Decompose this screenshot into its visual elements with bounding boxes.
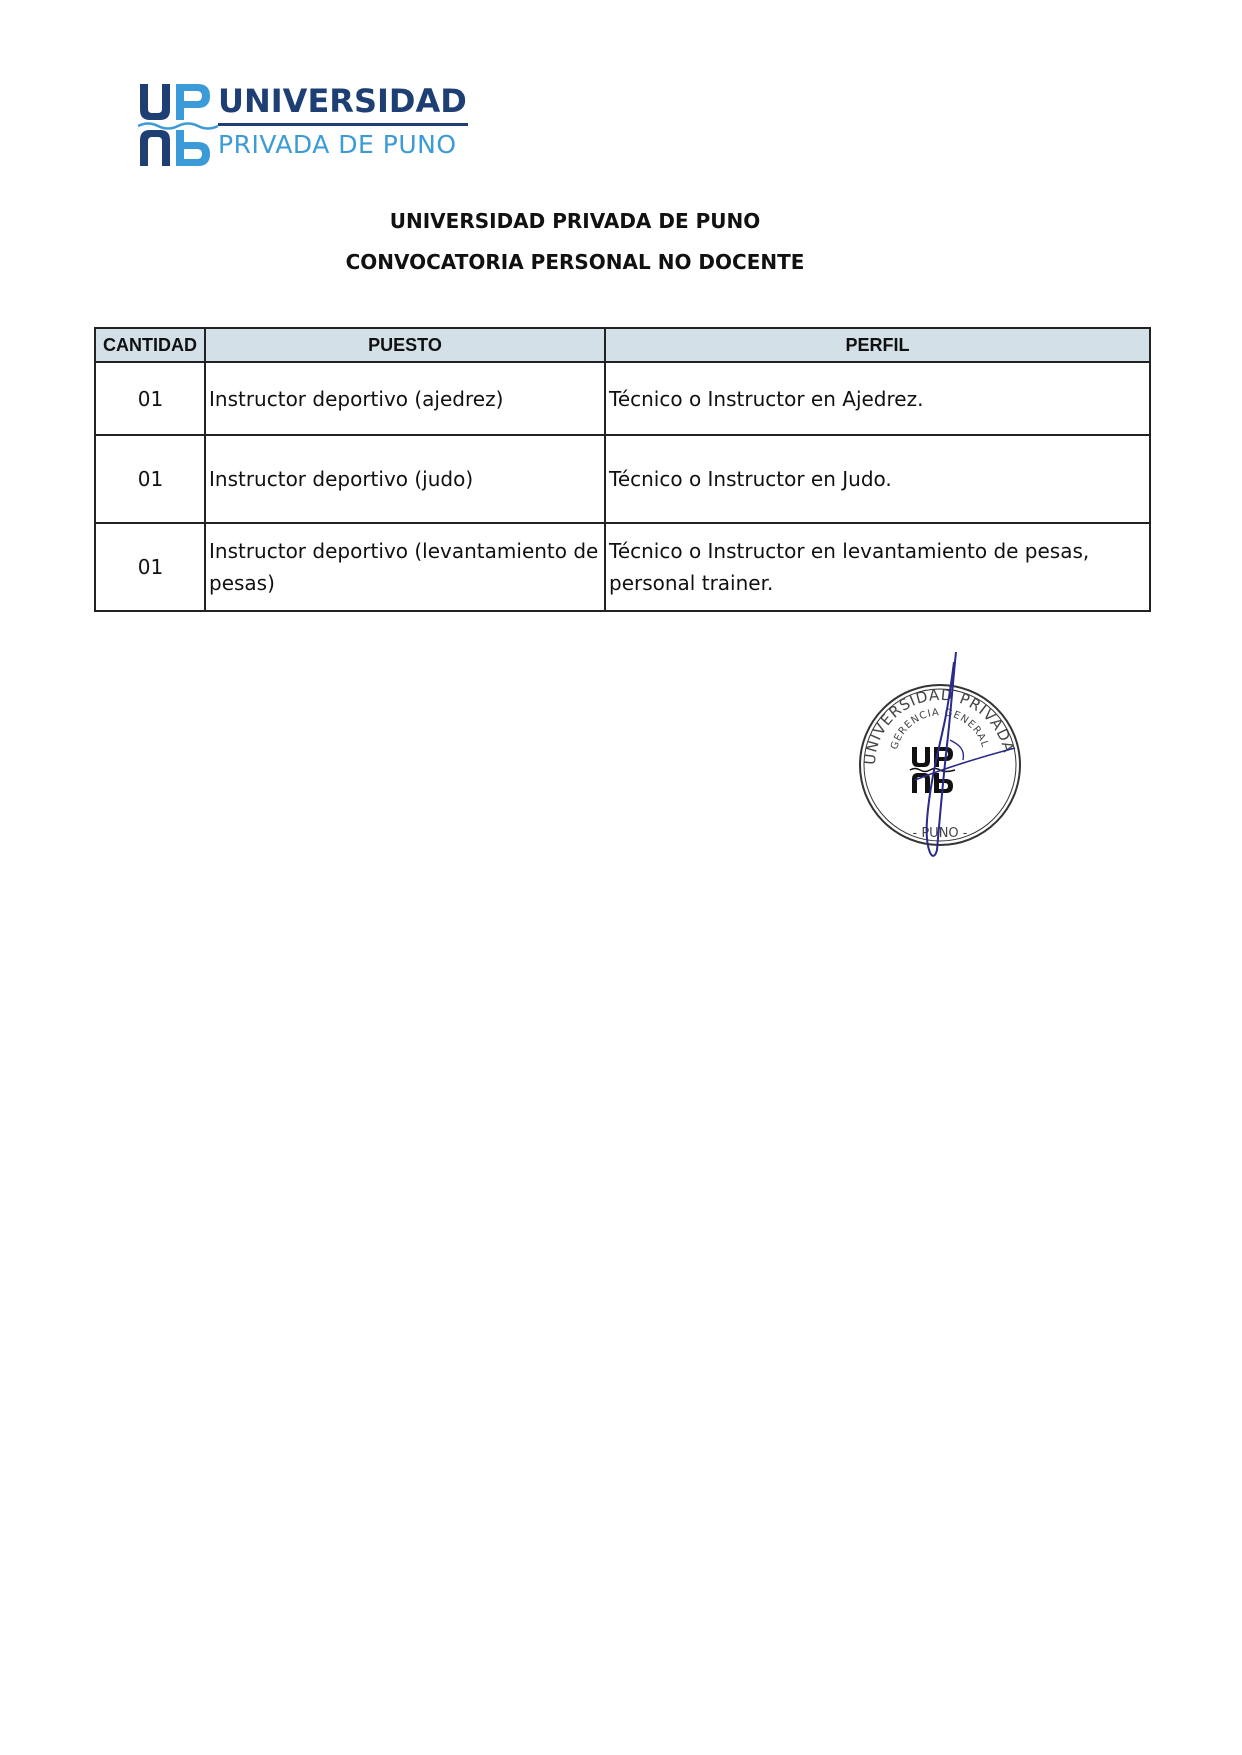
document-title: UNIVERSIDAD PRIVADA DE PUNO bbox=[389, 209, 761, 233]
university-logo bbox=[138, 80, 478, 170]
cantidad-cell: 01 bbox=[95, 362, 205, 435]
positions-table bbox=[94, 327, 1151, 612]
perfil-cell: Técnico o Instructor en Ajedrez. bbox=[605, 362, 1150, 435]
puesto-cell: Instructor deportivo (levantamiento de pesas) bbox=[205, 523, 605, 611]
column-header-perfil: PERFIL bbox=[605, 328, 1150, 362]
table-row bbox=[95, 435, 1150, 523]
perfil-cell: Técnico o Instructor en levantamiento de pesas, personal trainer. bbox=[605, 523, 1150, 611]
seal-inner-text: GERENCIA GENERAL bbox=[889, 707, 991, 751]
puesto-cell: Instructor deportivo (ajedrez) bbox=[205, 362, 605, 435]
column-header-puesto: PUESTO bbox=[205, 328, 605, 362]
logo-title: UNIVERSIDAD bbox=[218, 82, 467, 120]
table-header-row bbox=[95, 328, 1150, 362]
seal-bottom-text: - PUNO - bbox=[912, 826, 968, 841]
table-row bbox=[95, 362, 1150, 435]
official-seal bbox=[855, 650, 1025, 860]
column-header-cantidad: CANTIDAD bbox=[95, 328, 205, 362]
logo-subtitle: PRIVADA DE PUNO bbox=[218, 130, 457, 159]
perfil-cell: Técnico o Instructor en Judo. bbox=[605, 435, 1150, 523]
seal-outer-text: UNIVERSIDAD PRIVADA bbox=[860, 685, 1018, 766]
upn-monogram-icon bbox=[138, 80, 218, 170]
puesto-cell: Instructor deportivo (judo) bbox=[205, 435, 605, 523]
cantidad-cell: 01 bbox=[95, 523, 205, 611]
logo-divider bbox=[218, 123, 468, 126]
table-row bbox=[95, 523, 1150, 611]
document-subtitle: CONVOCATORIA PERSONAL NO DOCENTE bbox=[345, 250, 805, 274]
seal-stamp-icon bbox=[855, 650, 1025, 860]
cantidad-cell: 01 bbox=[95, 435, 205, 523]
